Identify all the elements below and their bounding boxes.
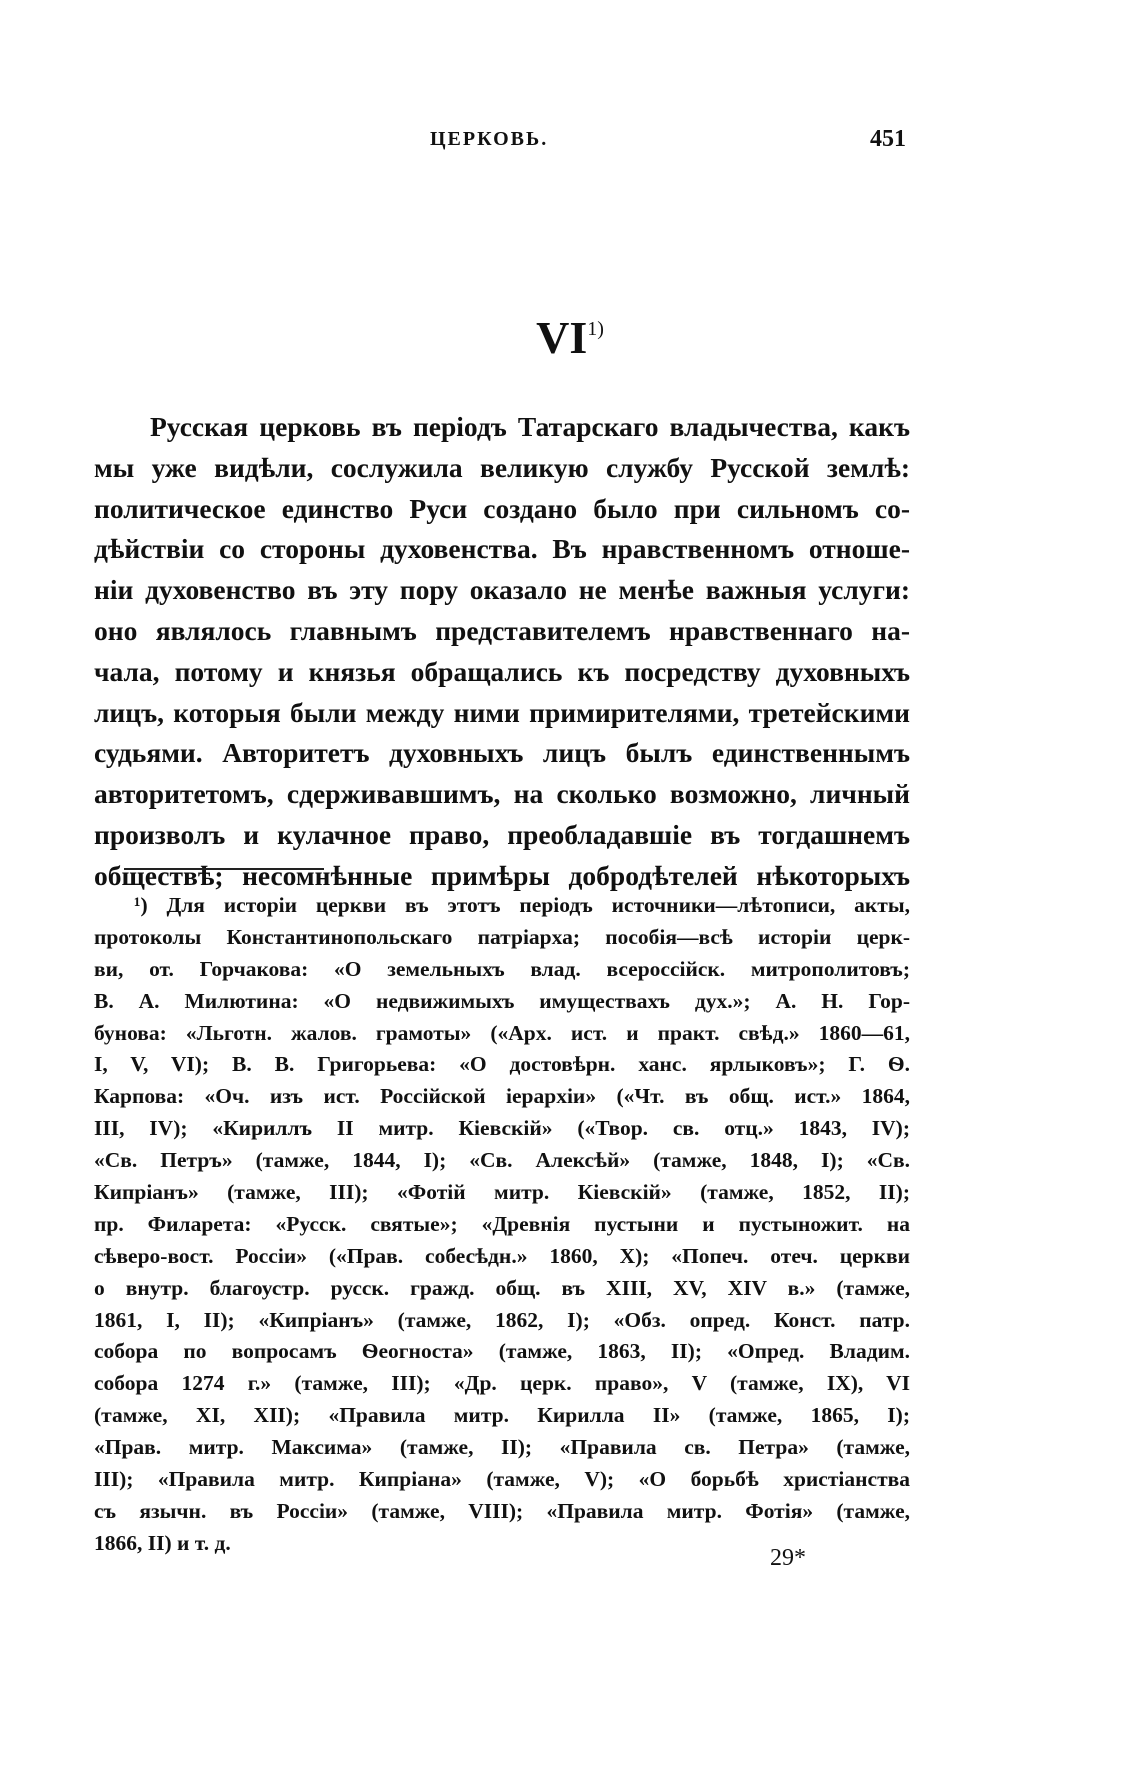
footnote-line: о внутр. благоустр. русск. гражд. общ. въ XIII, XV, XIV в.» (тамже, <box>94 1275 910 1300</box>
footnote-line: В. А. Милютина: «О недвижимыхъ имуществахъ дух.»; А. Н. Гор- <box>94 988 910 1013</box>
footnote-line: бунова: «Льготн. жалов. грамоты» («Арх. ист. и практ. свѣд.» 1860—61, <box>94 1020 910 1045</box>
body-paragraph <box>94 407 910 897</box>
footnote-line: Карпова: «Оч. изъ ист. Россійской іерархіи» («Чт. въ общ. ист.» 1864, <box>94 1084 910 1109</box>
footnote-line: ви, от. Горчакова: «О земельныхъ влад. всероссійск. митрополитовъ; <box>94 956 910 981</box>
printer-signature: 29* <box>770 1545 806 1571</box>
footnote-line: ¹) Для исторіи церкви въ этотъ періодъ источники—лѣтописи, акты, <box>134 893 910 917</box>
running-title: ЦЕРКОВЬ. <box>430 128 549 150</box>
footnote-line: съ язычн. въ Россіи» (тамже, VIII); «Правила митр. Фотія» (тамже, <box>94 1498 910 1523</box>
footnote-line: собора по вопросамъ Ѳеогноста» (тамже, 1863, II); «Опред. Владим. <box>94 1339 910 1364</box>
body-line: чала, потому и князья обращались къ посредству духовныхъ <box>94 655 910 687</box>
body-line: политическое единство Руси создано было при сильномъ со- <box>94 492 910 524</box>
footnote-reference: 1) <box>587 318 604 340</box>
footnote-line: сѣверо-вост. Россіи» («Прав. собесѣдн.» 1860, X); «Попеч. отеч. церкви <box>94 1243 910 1268</box>
body-line: судьями. Авторитетъ духовныхъ лицъ былъ единственнымъ <box>94 737 910 769</box>
footnote-line: III, IV); «Кириллъ II митр. Кіевскій» («Твор. св. отц.» 1843, IV); <box>94 1116 910 1141</box>
body-line: лицъ, которыя были между ними примирителями, третейскими <box>94 696 910 728</box>
footnote-divider <box>124 868 324 870</box>
body-line: авторитетомъ, сдерживавшимъ, на сколько возможно, личный <box>94 778 910 810</box>
footnote-line: 1866, II) и т. д. <box>94 1530 231 1555</box>
footnote-line: «Прав. митр. Максима» (тамже, II); «Правила св. Петра» (тамже, <box>94 1435 910 1460</box>
body-line: обществѣ; несомнѣнные примѣры добродѣтелей нѣкоторыхъ <box>94 859 910 891</box>
footnote-line: «Св. Петръ» (тамже, 1844, I); «Св. Алексѣй» (тамже, 1848, I); «Св. <box>94 1148 910 1173</box>
running-head <box>130 128 910 162</box>
footnote-line: протоколы Константинопольскаго патріарха; пособія—всѣ исторіи церк- <box>94 924 910 949</box>
footnote-line: (тамже, XI, XII); «Правила митр. Кирилла II» (тамже, 1865, I); <box>94 1403 910 1428</box>
body-line: произволъ и кулачное право, преобладавшіе въ тогдашнемъ <box>94 818 910 850</box>
section-number: VI <box>536 312 588 363</box>
footnote-line: Кипріанъ» (тамже, III); «Фотій митр. Кіевскій» (тамже, 1852, II); <box>94 1180 910 1205</box>
footnote-line: пр. Филарета: «Русск. святые»; «Древнія пустыни и пустыножит. на <box>94 1211 910 1236</box>
body-line: Русская церковь въ періодъ Татарскаго владычества, какъ <box>150 411 910 442</box>
body-line: оно являлось главнымъ представителемъ нравственнаго на- <box>94 614 910 646</box>
footnote-line: собора 1274 г.» (тамже, III); «Др. церк. право», V (тамже, IX), VI <box>94 1371 910 1396</box>
footnote-line: I, V, VI); В. В. Григорьева: «О достовѣрн. ханс. ярлыковъ»; Г. Ѳ. <box>94 1052 910 1077</box>
body-line: мы уже видѣли, сослужила великую службу Русской землѣ: <box>94 451 910 483</box>
body-line: ніи духовенство въ эту пору оказало не менѣе важныя услуги: <box>94 574 910 606</box>
page-number: 451 <box>870 126 906 152</box>
body-line: дѣйствіи со стороны духовенства. Въ нравственномъ отноше- <box>94 533 910 565</box>
footnote-line: III); «Правила митр. Кипріана» (тамже, V); «О борьбѣ христіанства <box>94 1467 910 1492</box>
footnote-line: 1861, I, II); «Кипріанъ» (тамже, 1862, I); «Обз. опред. Конст. патр. <box>94 1307 910 1332</box>
section-heading <box>0 312 1140 363</box>
footnote-block <box>94 890 910 1560</box>
